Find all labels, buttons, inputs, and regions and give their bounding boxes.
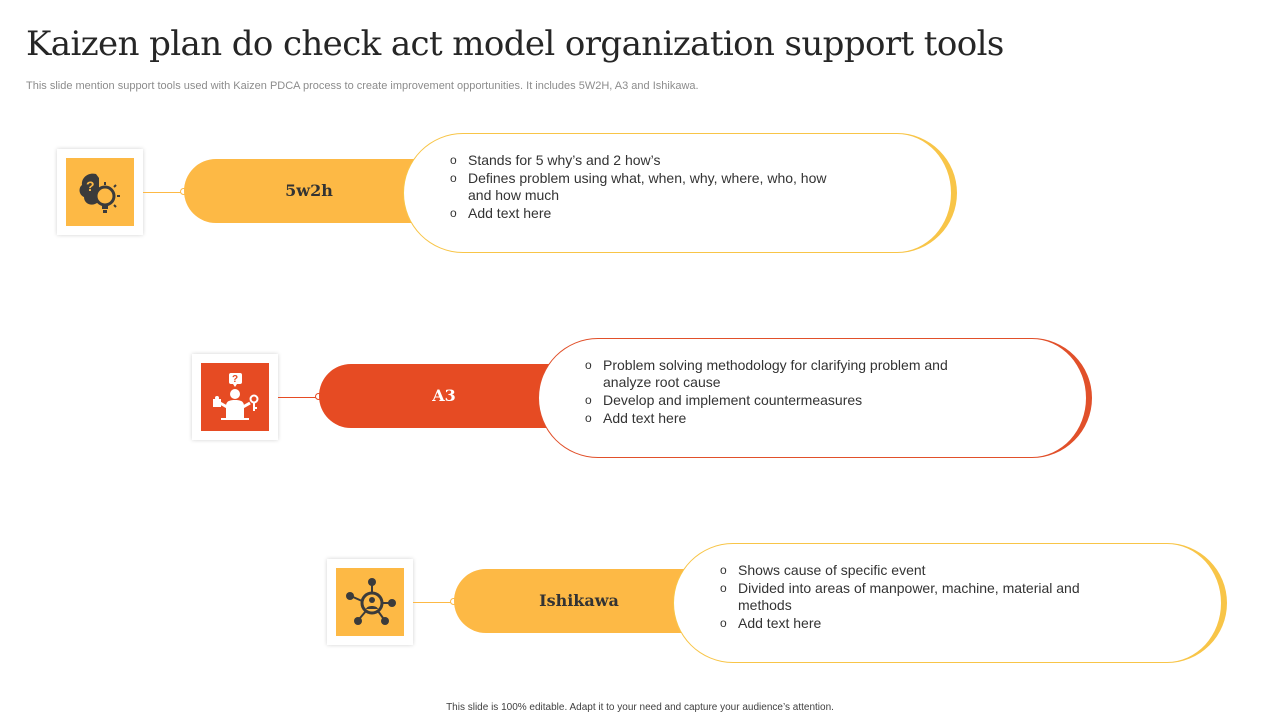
- cause-effect-network-icon: [336, 568, 404, 636]
- point-item: o Add text here: [448, 205, 828, 222]
- point-item: o Add text here: [718, 615, 1098, 632]
- point-list: [448, 152, 828, 223]
- tool-label: 5w2h: [285, 181, 333, 200]
- svg-text:?: ?: [86, 178, 95, 194]
- icon-frame: [57, 149, 143, 235]
- point-item: o Divided into areas of manpower, machine, material and methods: [718, 580, 1098, 614]
- tool-description-card: [673, 543, 1227, 663]
- tool-description-card: [403, 133, 957, 253]
- point-list: [583, 357, 963, 428]
- icon-frame: [327, 559, 413, 645]
- person-problem-solving-icon: [201, 363, 269, 431]
- point-item: o Stands for 5 why’s and 2 how’s: [448, 152, 828, 169]
- tool-row-5w2h: [0, 133, 1280, 263]
- point-item: o Defines problem using what, when, why, where, who, how and how much: [448, 170, 828, 204]
- footer-note: This slide is 100% editable. Adapt it to your need and capture your audience’s attention.: [446, 702, 834, 713]
- icon-frame: [192, 354, 278, 440]
- connector-line: [143, 192, 183, 193]
- point-item: o Shows cause of specific event: [718, 562, 1098, 579]
- tool-label: Ishikawa: [539, 591, 619, 610]
- connector-line: [278, 397, 318, 398]
- brain-question-bulb-icon: [66, 158, 134, 226]
- point-item: o Problem solving methodology for clarifying problem and analyze root cause: [583, 357, 963, 391]
- page-subtitle: This slide mention support tools used with Kaizen PDCA process to create improvement opportunities. It includes 5W2H, A3 and Ishikawa.: [26, 80, 699, 92]
- tool-description-card: [538, 338, 1092, 458]
- svg-text:?: ?: [232, 374, 239, 385]
- tool-row-a3: [0, 338, 1280, 468]
- connector-line: [413, 602, 453, 603]
- point-list: [718, 562, 1098, 633]
- tool-label: A3: [432, 386, 456, 405]
- tool-row-ishikawa: [0, 543, 1280, 673]
- page-title: Kaizen plan do check act model organization support tools: [26, 24, 1004, 64]
- point-item: o Add text here: [583, 410, 963, 427]
- point-item: o Develop and implement countermeasures: [583, 392, 963, 409]
